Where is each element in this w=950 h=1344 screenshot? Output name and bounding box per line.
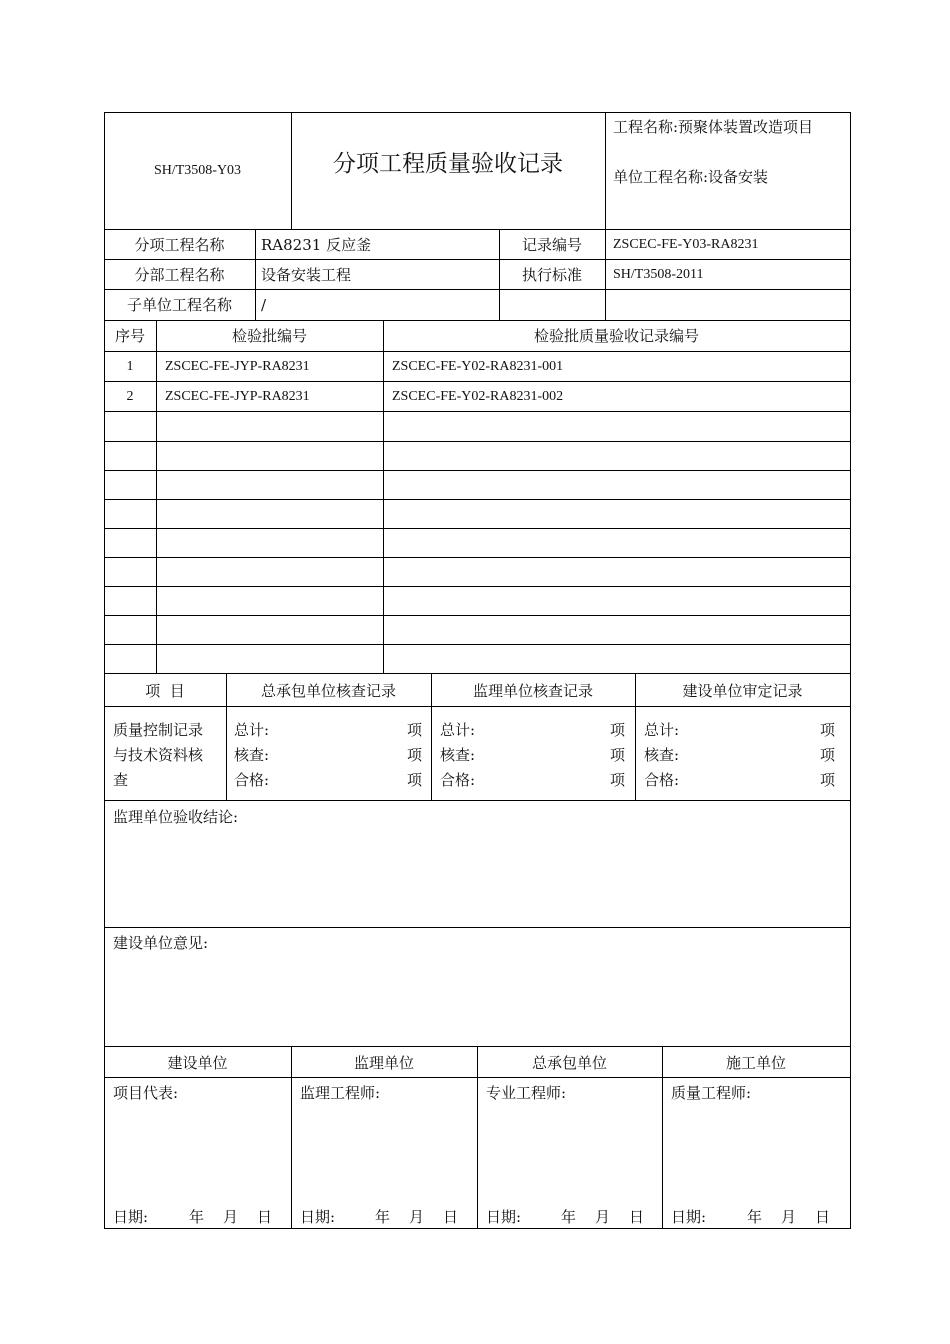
unit-label: 项 (610, 746, 626, 764)
supervisor-check-label: 核查: (440, 746, 476, 764)
unit-label: 项 (610, 771, 626, 789)
owner-pass-label: 合格: (644, 771, 680, 789)
batch-row-record: ZSCEC-FE-Y02-RA8231-002 (392, 389, 564, 404)
frame-top (104, 112, 851, 113)
sig-header-builder: 施工单位 (725, 1054, 786, 1072)
record-no-label: 记录编号 (521, 236, 582, 254)
division-label: 分部工程名称 (134, 266, 225, 284)
subitem-label: 分项工程名称 (134, 236, 225, 254)
supervisor-conclusion-label: 监理单位验收结论: (113, 808, 239, 826)
unit-label: 项 (820, 771, 836, 789)
supervisor-pass-label: 合格: (440, 771, 476, 789)
unit-label: 项 (407, 771, 423, 789)
batch-header-batch: 检验批编号 (231, 327, 307, 345)
sig-role-supervisor: 监理工程师: (300, 1084, 381, 1102)
record-no-value: ZSCEC-FE-Y03-RA8231 (613, 237, 759, 252)
batch-row-no: 2 (126, 389, 134, 404)
sig-role-contractor: 专业工程师: (486, 1084, 567, 1102)
unit-label: 项 (407, 721, 423, 739)
owner-total-label: 总计: (644, 721, 680, 739)
supervisor-total-label: 总计: (440, 721, 476, 739)
batch-row-batch: ZSCEC-FE-JYP-RA8231 (165, 389, 310, 404)
batch-header-record: 检验批质量验收记录编号 (533, 327, 699, 345)
sig-header-owner: 建设单位 (167, 1054, 228, 1072)
check-header-contractor: 总承包单位核查记录 (260, 682, 396, 700)
contractor-check-label: 核查: (234, 746, 270, 764)
sig-header-supervisor: 监理单位 (353, 1054, 414, 1072)
check-header-owner: 建设单位审定记录 (682, 682, 803, 700)
subitem-value: RA8231 反应釜 (261, 236, 372, 254)
check-item-label: 与技术资料核 (113, 746, 204, 764)
owner-opinion-label: 建设单位意见: (113, 934, 209, 952)
standard-label: 执行标准 (521, 266, 582, 284)
unit-label: 项 (820, 721, 836, 739)
frame-bottom (104, 1228, 851, 1229)
sig-role-owner: 项目代表: (113, 1084, 179, 1102)
batch-row-record: ZSCEC-FE-Y02-RA8231-001 (392, 359, 564, 374)
check-item-label: 查 (113, 771, 129, 789)
page-title: 分项工程质量验收记录 (333, 151, 563, 177)
unit-label: 项 (610, 721, 626, 739)
standard-value: SH/T3508-2011 (613, 267, 704, 282)
unit-project-name: 单位工程名称:设备安装 (613, 168, 769, 186)
batch-row-no: 1 (126, 359, 134, 374)
unit-label: 项 (407, 746, 423, 764)
unit-label: 项 (820, 746, 836, 764)
project-name: 工程名称:预聚体装置改造项目 (613, 118, 814, 136)
owner-check-label: 核查: (644, 746, 680, 764)
check-item-label: 质量控制记录 (113, 721, 204, 739)
contractor-total-label: 总计: (234, 721, 270, 739)
contractor-pass-label: 合格: (234, 771, 270, 789)
frame-right (850, 112, 851, 1229)
sig-header-contractor: 总承包单位 (531, 1054, 607, 1072)
batch-row-batch: ZSCEC-FE-JYP-RA8231 (165, 359, 310, 374)
form-code: SH/T3508-Y03 (153, 163, 242, 178)
check-header-supervisor: 监理单位核查记录 (472, 682, 593, 700)
subunit-value: / (261, 296, 267, 314)
batch-header-no: 序号 (114, 327, 145, 345)
division-value: 设备安装工程 (261, 266, 352, 284)
sig-role-builder: 质量工程师: (671, 1084, 752, 1102)
check-header-item: 项 目 (145, 682, 185, 700)
subunit-label: 子单位工程名称 (126, 296, 232, 314)
